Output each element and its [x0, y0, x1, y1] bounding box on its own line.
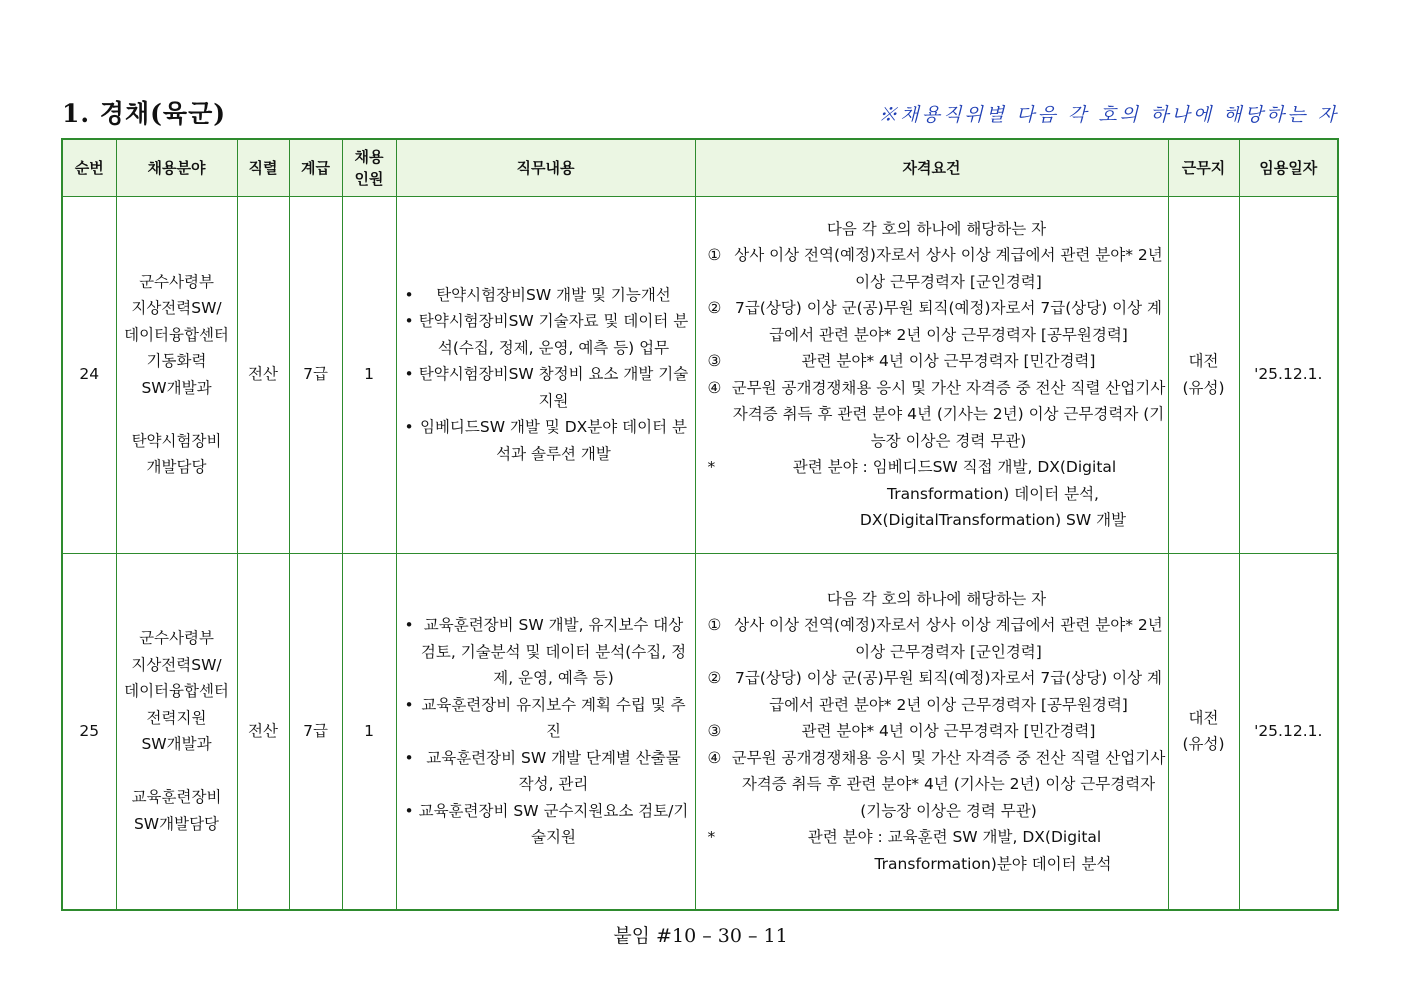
duties-cell — [396, 196, 695, 553]
header-count: 채용 인원 — [342, 139, 396, 196]
qualification-intro: 다음 각 호의 하나에 해당하는 자 — [826, 589, 1047, 608]
header-series: 직렬 — [237, 139, 289, 196]
hire-count: 1 — [342, 196, 396, 553]
qualification-item — [704, 665, 1166, 718]
duty-item: • 탄약시험장비SW 개발 및 기능개선 — [403, 282, 689, 309]
table-header-row — [62, 139, 1338, 196]
header-field: 채용분야 — [116, 139, 237, 196]
header-start-date: 임용일자 — [1239, 139, 1338, 196]
note-asterisk: * — [707, 828, 716, 846]
note-line: 관련 분야 : 임베디드SW 직접 개발, DX(Digital — [792, 458, 1117, 476]
row-number: 24 — [62, 196, 116, 553]
duties-list — [397, 282, 695, 468]
qualification-item — [704, 745, 1166, 825]
job-series: 전산 — [237, 196, 289, 553]
qualifications-block — [696, 216, 1168, 534]
qualification-text: 군무원 공개경쟁채용 응시 및 가산 자격증 중 전산 직렬 산업기사 자격증 취득 후 관련 분야* 4년 (기사는 2년) 이상 근무경력자 (기능장 이상은 경력 무관) — [731, 748, 1166, 820]
duty-item: • 교육훈련장비 SW 군수지원요소 검토/기술지원 — [403, 798, 689, 851]
qualifications-block — [696, 586, 1168, 878]
recruitment-table — [61, 138, 1339, 911]
qualification-text: 7급(상당) 이상 군(공)무원 퇴직(예정)자로서 7급(상당) 이상 계급에서 관련 분야* 2년 이상 근무경력자 [공무원경력] — [734, 669, 1163, 714]
note-asterisk: * — [707, 458, 716, 476]
qualification-item — [704, 348, 1166, 375]
qualification-item — [704, 718, 1166, 745]
qualification-number: ③ — [707, 352, 722, 370]
qualifications-cell — [695, 553, 1168, 910]
qualification-number: ② — [707, 299, 722, 317]
duties-list — [397, 612, 695, 851]
qualifications-cell — [695, 196, 1168, 553]
job-grade: 7급 — [289, 196, 342, 553]
qualification-text: 7급(상당) 이상 군(공)무원 퇴직(예정)자로서 7급(상당) 이상 계급에서 관련 분야* 2년 이상 근무경력자 [공무원경력] — [734, 299, 1163, 344]
duty-item: • 교육훈련장비 유지보수 계획 수립 및 추진 — [403, 692, 689, 745]
duties-cell — [396, 553, 695, 910]
appointment-date: '25.12.1. — [1239, 553, 1338, 910]
qualification-intro: 다음 각 호의 하나에 해당하는 자 — [826, 219, 1047, 238]
appointment-date: '25.12.1. — [1239, 196, 1338, 553]
header-no: 순번 — [62, 139, 116, 196]
header-grade: 계급 — [289, 139, 342, 196]
recruit-field: 군수사령부 지상전력SW/ 데이터융합센터 전력지원 SW개발과 교육훈련장비 SW개발담당 — [116, 553, 237, 910]
recruit-field: 군수사령부 지상전력SW/ 데이터융합센터 기동화력 SW개발과 탄약시험장비 개발담당 — [116, 196, 237, 553]
work-location: 대전 (유성) — [1168, 196, 1239, 553]
qualification-text: 상사 이상 전역(예정)자로서 상사 이상 계급에서 관련 분야* 2년 이상 근무경력자 [군인경력] — [734, 616, 1163, 661]
qualification-item — [704, 242, 1166, 295]
qualification-number: ② — [707, 669, 722, 687]
qualification-text: 관련 분야* 4년 이상 근무경력자 [민간경력] — [801, 352, 1096, 370]
duty-item: • 교육훈련장비 SW 개발 단계별 산출물 작성, 관리 — [403, 745, 689, 798]
recruitment-note: ※채용직위별 다음 각 호의 하나에 해당하는 자 — [878, 104, 1339, 126]
row-number: 25 — [62, 553, 116, 910]
qualification-text: 군무원 공개경쟁채용 응시 및 가산 자격증 중 전산 직렬 산업기사 자격증 취득 후 관련 분야 4년 (기사는 2년) 이상 근무경력자 (기능장 이상은 경력 무관) — [731, 378, 1166, 450]
header-duties: 직무내용 — [396, 139, 695, 196]
duty-item: • 탄약시험장비SW 창정비 요소 개발 기술지원 — [403, 361, 689, 414]
hire-count: 1 — [342, 553, 396, 910]
work-location: 대전 (유성) — [1168, 553, 1239, 910]
qualification-number: ① — [707, 616, 722, 634]
related-field-note — [704, 824, 1166, 851]
table-row — [62, 196, 1338, 553]
header-qualifications: 자격요건 — [695, 139, 1168, 196]
duty-item: • 교육훈련장비 SW 개발, 유지보수 대상 검토, 기술분석 및 데이터 분석(수집, 정제, 운영, 예측 등) — [403, 612, 689, 692]
qualification-number: ① — [707, 246, 722, 264]
qualification-text: 관련 분야* 4년 이상 근무경력자 [민간경력] — [801, 722, 1096, 740]
job-series: 전산 — [237, 553, 289, 910]
header-location: 근무지 — [1168, 139, 1239, 196]
related-field-note — [704, 454, 1166, 481]
qualification-number: ③ — [707, 722, 722, 740]
page-footer: 붙임 #10 – 30 – 11 — [613, 925, 788, 947]
qualification-number: ④ — [707, 748, 722, 767]
qualification-text: 상사 이상 전역(예정)자로서 상사 이상 계급에서 관련 분야* 2년 이상 근무경력자 [군인경력] — [734, 246, 1163, 291]
note-line: 관련 분야 : 교육훈련 SW 개발, DX(Digital — [807, 828, 1102, 846]
qualification-item — [704, 295, 1166, 348]
qualification-item — [704, 612, 1166, 665]
qualification-number: ④ — [707, 378, 722, 397]
note-line: Transformation)분야 데이터 분석 — [874, 854, 1112, 873]
table-row — [62, 553, 1338, 910]
page-title: 1. 경채(육군) — [62, 99, 227, 128]
duty-item: • 탄약시험장비SW 기술자료 및 데이터 분석(수집, 정제, 운영, 예측 등) 업무 — [403, 308, 689, 361]
duty-item: • 임베디드SW 개발 및 DX분야 데이터 분석과 솔루션 개발 — [403, 414, 689, 467]
note-line: DX(DigitalTransformation) SW 개발 — [859, 511, 1127, 529]
note-line: Transformation) 데이터 분석, — [887, 484, 1099, 503]
job-grade: 7급 — [289, 553, 342, 910]
qualification-item — [704, 375, 1166, 455]
